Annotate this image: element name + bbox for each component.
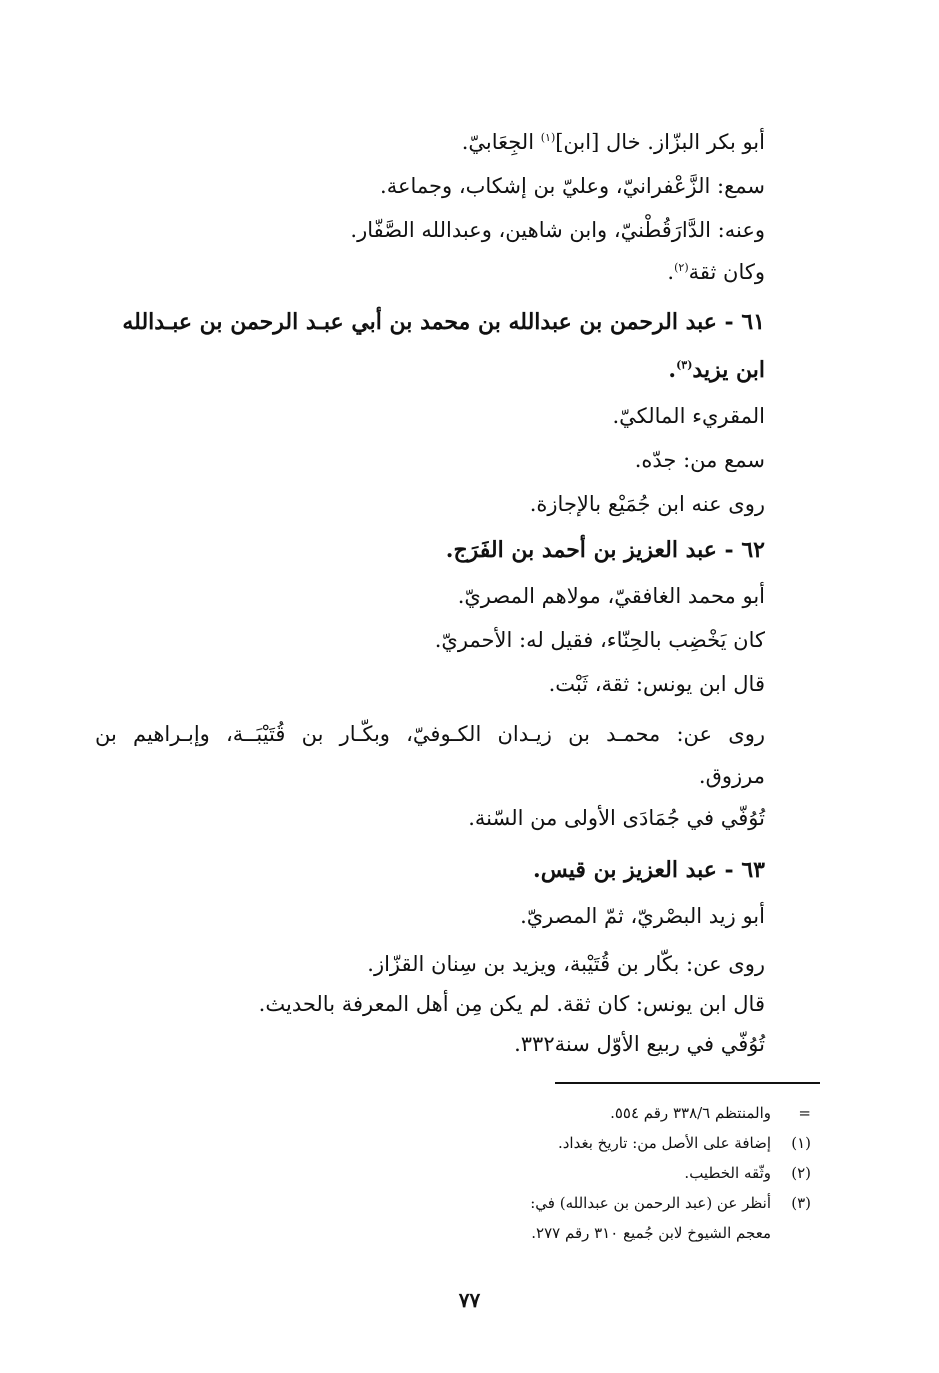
entry-60-line-4	[95, 252, 765, 292]
entry-61-line-2: سمع من: جدّه.	[634, 448, 765, 472]
entry-60-line-3: وعنه: الدَّارَقُطْنيّ، وابن شاهين، وعبدالله الصَّفّار.	[350, 218, 765, 242]
footnote-item	[251, 1188, 811, 1218]
footnote-item	[251, 1098, 811, 1128]
footnotes	[251, 1098, 811, 1248]
entry-62-heading: ٦٢ - عبد العزيز بن أحمد بن الفَرَج.	[445, 537, 765, 563]
entry-63-line-1: أبو زيد البصْريّ، ثمّ المصريّ.	[520, 904, 765, 928]
entry-61-heading-cont	[95, 346, 765, 394]
entry-62-line-2: كان يَخْضِب بالحِنّاء، فقيل له: الأحمريّ.	[434, 628, 765, 652]
page-body	[95, 120, 765, 1064]
footnote-ref-1[interactable]: (١)	[540, 131, 556, 144]
footnote-ref-3[interactable]: (٣)	[676, 358, 693, 372]
entry-61-line-3: روى عنه ابن جُمَيْع بالإجازة.	[529, 492, 765, 516]
entry-63-heading: ٦٣ - عبد العزيز بن قيس.	[533, 857, 765, 883]
footnote-item	[251, 1218, 811, 1248]
footnote-mark	[771, 1218, 811, 1248]
text-run: وكان ثقة	[688, 260, 765, 284]
entry-62-line-1: أبو محمد الغافقيّ، مولاهم المصريّ.	[457, 584, 765, 608]
footnote-text: إضافة على الأصل من: تاريخ بغداد.	[557, 1134, 771, 1152]
page-number: ٧٧	[458, 1288, 481, 1312]
entry-62-line-6: تُوُفّي في جُمَادَى الأولى من السّنة.	[468, 806, 765, 830]
entry-61-heading: ٦١ - عبد الرحمن بن عبدالله بن محمد بن أبي عبـد الرحمن بن عبـدالله	[122, 309, 765, 335]
entry-61-line-1: المقريء المالكيّ.	[612, 404, 765, 428]
entry-62-line-5: مرزوق.	[698, 764, 765, 788]
footnote-ref-2[interactable]: (٢)	[674, 261, 689, 274]
text-run: .	[668, 357, 677, 383]
text-run: أبو بكر البزّاز. خال [ابن]	[555, 130, 765, 154]
footnote-text: والمنتظم ٣٣٨/٦ رقم ٥٥٤.	[610, 1104, 771, 1122]
entry-60-line-1	[95, 120, 765, 164]
footnote-mark: (١)	[791, 1134, 811, 1152]
footnote-mark: (٣)	[791, 1194, 811, 1212]
entry-63-line-2: روى عن: بكّار بن قُتَيْبة، ويزيد بن سِنان القزّاز.	[367, 952, 765, 976]
footnote-mark: =	[798, 1104, 811, 1122]
footnote-separator	[555, 1082, 820, 1084]
text-run: ابن يزيد	[692, 357, 765, 383]
footnote-item	[251, 1128, 811, 1158]
footnote-text: وثّقه الخطيب.	[684, 1164, 771, 1182]
footnote-item	[251, 1158, 811, 1188]
entry-62-line-3: قال ابن يونس: ثقة، ثَبْت.	[548, 672, 765, 696]
entry-62-line-4: روى عن: محمـد بن زيـدان الكـوفيّ، وبكّـار بن قُتَيْبَــة، وإبـراهيم بن	[95, 722, 765, 746]
entry-60-line-2: سمع: الزَّعْفرانيّ، وعليّ بن إشكاب، وجماعة.	[380, 174, 765, 198]
text-run: الجِعَابيّ.	[461, 130, 541, 154]
entry-63-line-4: تُوُفّي في ربيع الأوّل سنة٣٣٢.	[514, 1032, 765, 1056]
entry-63-line-3: قال ابن يونس: كان ثقة. لم يكن مِن أهل المعرفة بالحديث.	[258, 992, 765, 1016]
footnote-text: أنظر عن (عبد الرحمن بن عبدالله) في:	[530, 1194, 771, 1212]
text-run: .	[667, 260, 675, 284]
footnote-text: معجم الشيوخ لابن جُميع ٣١٠ رقم ٢٧٧.	[531, 1224, 771, 1242]
footnote-mark: (٢)	[791, 1164, 811, 1182]
